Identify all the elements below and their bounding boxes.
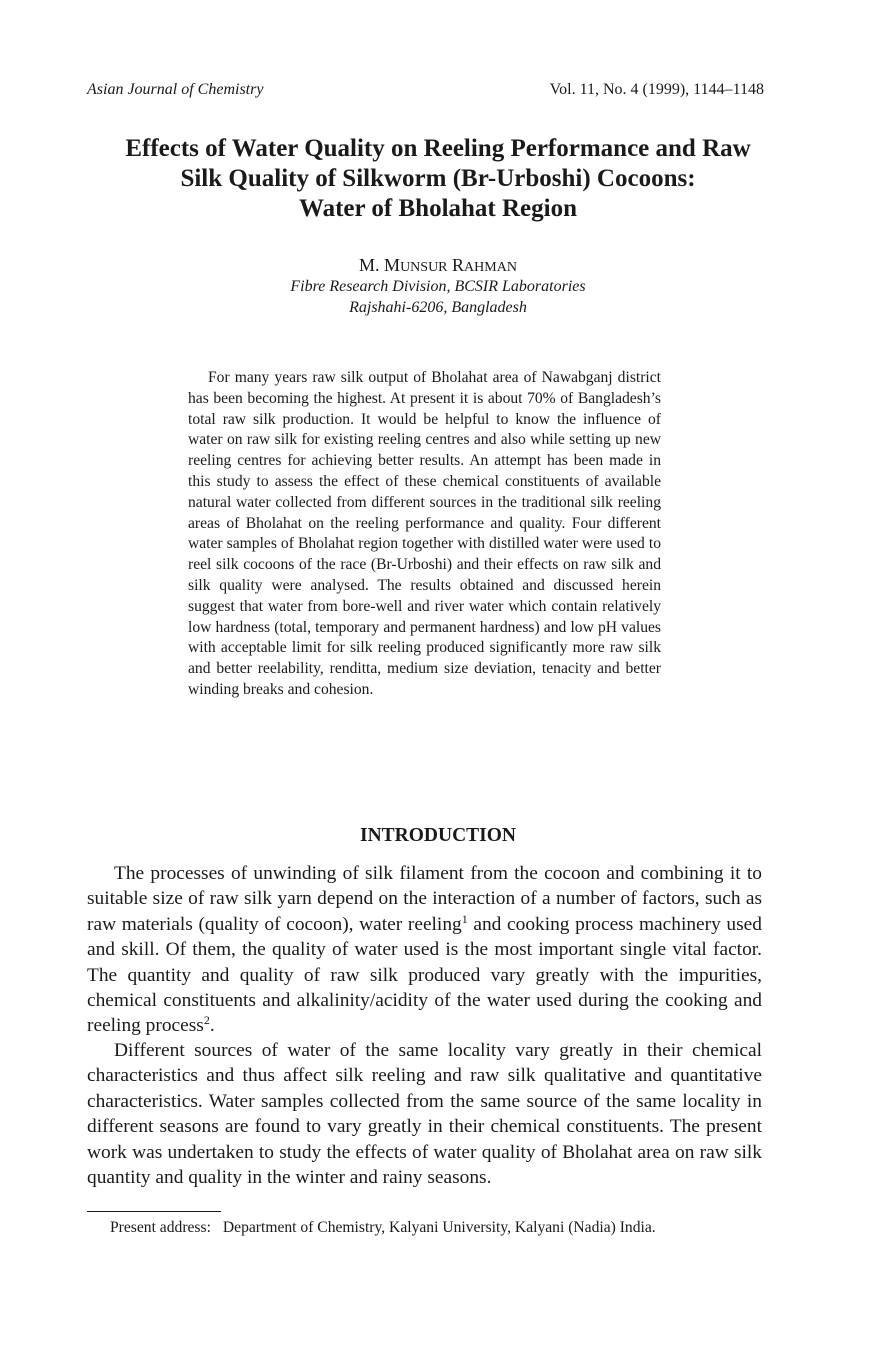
section-heading: INTRODUCTION: [359, 825, 517, 846]
footnote-divider: [87, 1211, 221, 1212]
footnote: [110, 1218, 790, 1238]
intro-paragraph: Different sources of water of the same locality vary greatly in their chemical characteristics and thus affect silk reeling and raw silk qualitative and quantitative characteristics. Water samples collected from the same source of the same locality in different seasons are found to vary greatly in their chemical constituents. The present work was undertaken to study the effects of water quality of Bholahat area on raw silk quantity and quality in the winter and rainy seasons.: [87, 1040, 762, 1189]
title-line: Water of Bholahat Region: [298, 195, 577, 222]
article-title: [60, 134, 816, 224]
author-name: M. MUNSUR RAHMAN: [359, 255, 517, 275]
footnote-label: Present address:: [110, 1219, 211, 1236]
title-line: Silk Quality of Silkworm (Br-Urboshi) Cocoons:: [180, 165, 696, 192]
abstract: For many years raw silk output of Bholahat area of Nawabganj district has been becoming the highest. At present it is about 70% of Bangladesh’s total raw silk production. It would be helpful to know the influence of water on raw silk for existing reeling centres and also while setting up new reeling centres for achieving better results. An attempt has been made in this study to assess the effect of these chemical constituents of available natural water collected from different sources in the traditional silk reeling areas of Bholahat on the reeling performance and quality. Four different water samples of Bholahat region together with distilled water were used to reel silk cocoons of the race (Br-Urboshi) and their effects on raw silk and silk quality were analysed. The results obtained and discussed herein suggest that water from bore-well and river water which contain relatively low hardness (total, temporary and permanent hardness) and low pH values with acceptable limit for silk reeling produced significantly more raw silk and better reelability, renditta, medium size deviation, tenacity and better winding breaks and cohesion.: [188, 369, 661, 698]
footnote-text: Department of Chemistry, Kalyani University, Kalyani (Nadia) India.: [222, 1219, 656, 1236]
citation-ref: 2: [203, 1013, 210, 1028]
volume-info: Vol. 11, No. 4 (1999), 1144–1148: [549, 81, 764, 98]
title-line: Effects of Water Quality on Reeling Performance and Raw: [125, 135, 751, 162]
intro-paragraph: The processes of unwinding of silk filament from the cocoon and combining it to suitable size of raw silk yarn depend on the interaction of a number of factors, such as raw materials (quality of cocoon), water reeling$^1$ and cooking process machinery used and skill. Of them, the quality of water used is the most important single vital factor. The quantity and quality of raw silk produced vary greatly with the impurities, chemical constituents and alkalinity/acidity of the water used during the cooking and reeling process$^2$.: [87, 863, 762, 1037]
journal-name: Asian Journal of Chemistry: [87, 81, 264, 98]
citation-ref: 1: [461, 911, 468, 926]
affiliation-line: Rajshahi-6206, Bangladesh: [349, 299, 527, 316]
affiliation-line: Fibre Research Division, BCSIR Laboratories: [290, 278, 586, 295]
